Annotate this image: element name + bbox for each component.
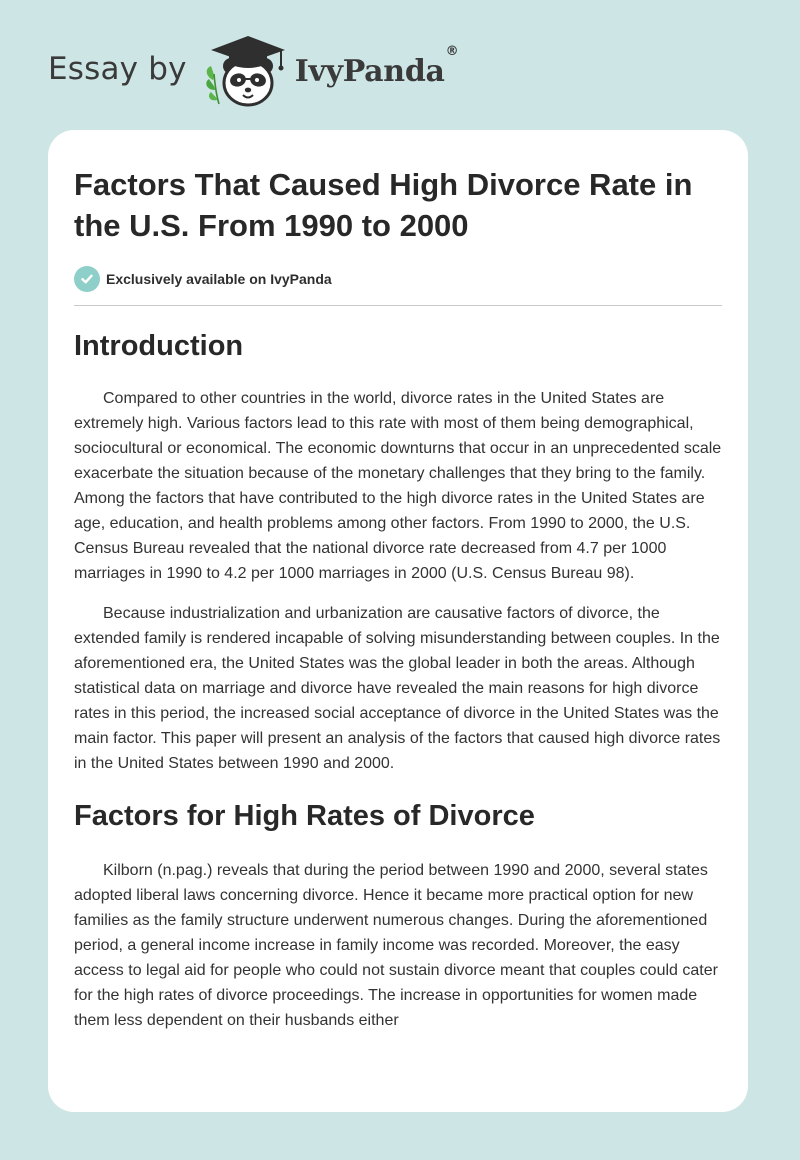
exclusive-badge <box>74 265 722 293</box>
panda-graduate-logo-icon[interactable] <box>201 30 293 110</box>
check-circle-icon <box>74 266 100 292</box>
section-heading-introduction: Introduction <box>74 330 244 362</box>
site-header <box>48 30 458 110</box>
registered-mark: ® <box>445 43 459 59</box>
exclusive-label: Exclusively available on IvyPanda <box>106 271 332 287</box>
section-heading-factors: Factors for High Rates of Divorce <box>74 800 535 832</box>
paragraph: Kilborn (n.pag.) reveals that during the period between 1990 and 2000, several states adopted liberal laws concerning divorce. Hence it became more practical option for new families as the family structure underwent numerous changes. During the aforementioned period, a general income increase in family income was recorded. Moreover, the easy access to legal aid for people who could not sustain divorce meant that couples could cater for the high rates of divorce proceedings. The increase in opportunities for women made them less dependent on their husbands either <box>74 862 718 1029</box>
paragraph: Because industrialization and urbanization are causative factors of divorce, the extended family is rendered incapable of solving misunderstanding between couples. In the aforementioned era, the United States was the global leader in both the areas. Although statistical data on marriage and divorce have revealed the main reasons for high divorce rates in this period, the increased social acceptance of divorce in the United States was the main factor. This paper will present an analysis of the factors that caused high divorce rates in the United States between 1990 and 2000. <box>74 605 721 772</box>
paragraph: Compared to other countries in the world, divorce rates in the United States are extremely high. Various factors lead to this rate with most of them being demographical, sociocultural or economical. The economic downturns that occur in an unprecedented scale exacerbate the situation because of the monetary challenges that they bring to the family. Among the factors that have contributed to the high divorce rates in the United States are age, education, and health problems among other factors. From 1990 to 2000, the U.S. Census Bureau revealed that the national divorce rate decreased from 4.7 per 1000 marriages in 1990 to 4.2 per 1000 marriages in 2000 (U.S. Census Bureau 98). <box>74 390 722 582</box>
brand-name[interactable] <box>294 43 459 89</box>
essay-title: Factors That Caused High Divorce Rate in the U.S. From 1990 to 2000 <box>74 167 693 243</box>
brand-prefix: Essay by <box>48 51 187 87</box>
essay-card <box>48 130 748 1112</box>
divider <box>74 305 722 306</box>
brand-name-text: IvyPanda <box>294 53 445 89</box>
